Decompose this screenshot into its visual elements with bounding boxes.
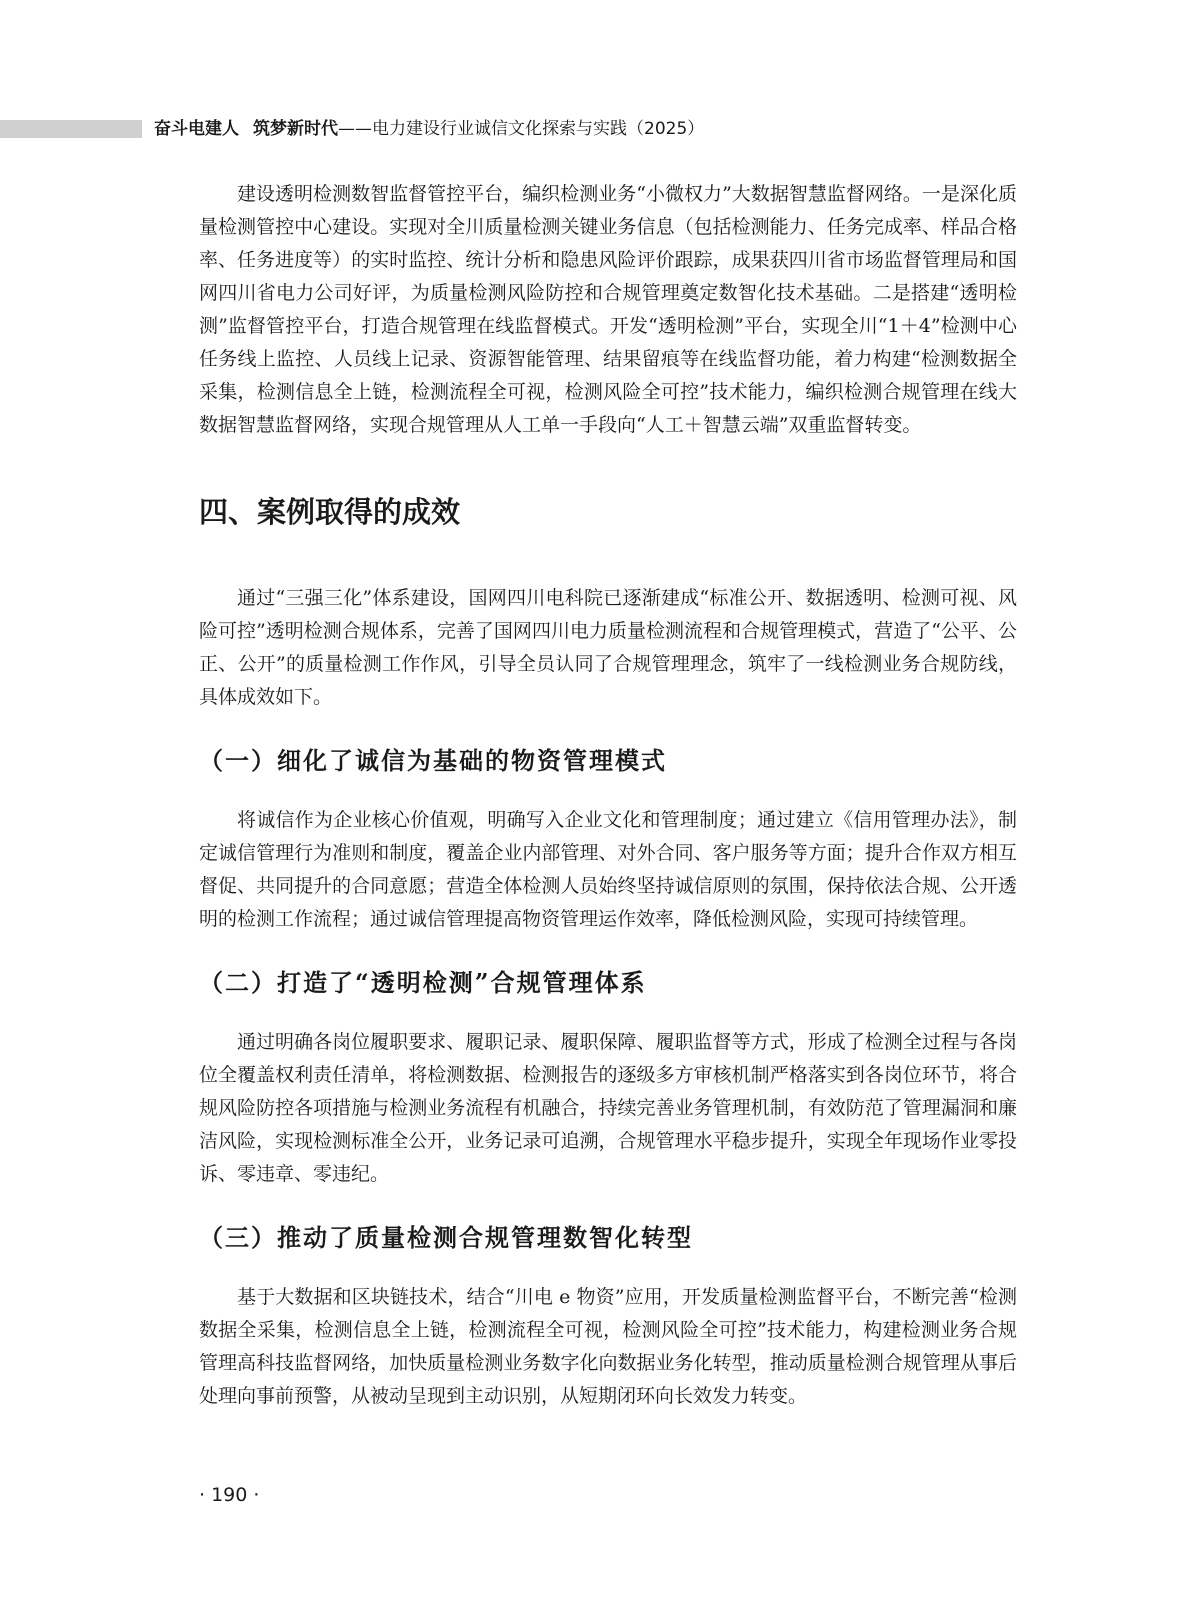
paragraph-subsection-1: 将诚信作为企业核心价值观，明确写入企业文化和管理制度；通过建立《信用管理办法》，制定诚信管理行为准则和制度，覆盖企业内部管理、对外合同、客户服务等方面；提升合作双方相互督促、共同提升的合同意愿；营造全体检测人员始终坚持诚信原则的氛围，保持依法合规、公开透明的检测工作流程；通过诚信管理提高物资管理运作效率，降低检测风险，实现可持续管理。 xyxy=(199,809,1017,930)
subsection-title-1: （一）细化了诚信为基础的物资管理模式 xyxy=(199,746,667,775)
paragraph-subsection-3: 基于大数据和区块链技术，结合“川电 e 物资”应用，开发质量检测监督平台，不断完善“检测数据全采集，检测信息全上链，检测流程全可视，检测风险全可控”技术能力，构建检测业务合规管理高科技监督网络，加快质量检测业务数字化向数据业务化转型，推动质量检测合规管理从事后处理向事前预警，从被动呈现到主动识别，从短期闭环向长效发力转变。 xyxy=(199,1286,1017,1407)
section-title: 四、案例取得的成效 xyxy=(199,495,461,529)
header-part-1: 奋斗电建人 xyxy=(154,119,239,139)
subsection-title-2: （二）打造了“透明检测”合规管理体系 xyxy=(199,968,647,997)
page-content xyxy=(199,178,1017,1413)
subsection-title-3: （三）推动了质量检测合规管理数智化转型 xyxy=(199,1223,693,1252)
page-number: · 190 · xyxy=(199,1484,260,1506)
paragraph-subsection-2: 通过明确各岗位履职要求、履职记录、履职保障、履职监督等方式，形成了检测全过程与各岗位全覆盖权利责任清单，将检测数据、检测报告的逐级多方审核机制严格落实到各岗位环节，将合规风险防控各项措施与检测业务流程有机融合，持续完善业务管理机制，有效防范了管理漏洞和廉洁风险，实现检测标准全公开，业务记录可追溯，合规管理水平稳步提升，实现全年现场作业零投诉、零违章、零违纪。 xyxy=(199,1031,1017,1185)
header-bar xyxy=(0,120,142,138)
header-part-3: ——电力建设行业诚信文化探索与实践（2025） xyxy=(338,119,705,139)
paragraph-section-intro: 通过“三强三化”体系建设，国网四川电科院已逐渐建成“标准公开、数据透明、检测可视、风险可控”透明检测合规体系，完善了国网四川电力质量检测流程和合规管理模式，营造了“公平、公正、公开”的质量检测工作作风，引导全员认同了合规管理理念，筑牢了一线检测业务合规防线，具体成效如下。 xyxy=(199,587,1017,708)
header-part-2: 筑梦新时代 xyxy=(253,119,338,139)
paragraph-intro: 建设透明检测数智监督管控平台，编织检测业务“小微权力”大数据智慧监督网络。一是深化质量检测管控中心建设。实现对全川质量检测关键业务信息（包括检测能力、任务完成率、样品合格率、任务进度等）的实时监控、统计分析和隐患风险评价跟踪，成果获四川省市场监督管理局和国网四川省电力公司好评，为质量检测风险防控和合规管理奠定数智化技术基础。二是搭建“透明检测”监督管控平台，打造合规管理在线监督模式。开发“透明检测”平台，实现全川“1＋4”检测中心任务线上监控、人员线上记录、资源智能管理、结果留痕等在线监督功能，着力构建“检测数据全采集，检测信息全上链，检测流程全可视，检测风险全可控”技术能力，编织检测合规管理在线大数据智慧监督网络，实现合规管理从人工单一手段向“人工＋智慧云端”双重监督转变。 xyxy=(199,183,1017,436)
running-header xyxy=(154,117,704,141)
